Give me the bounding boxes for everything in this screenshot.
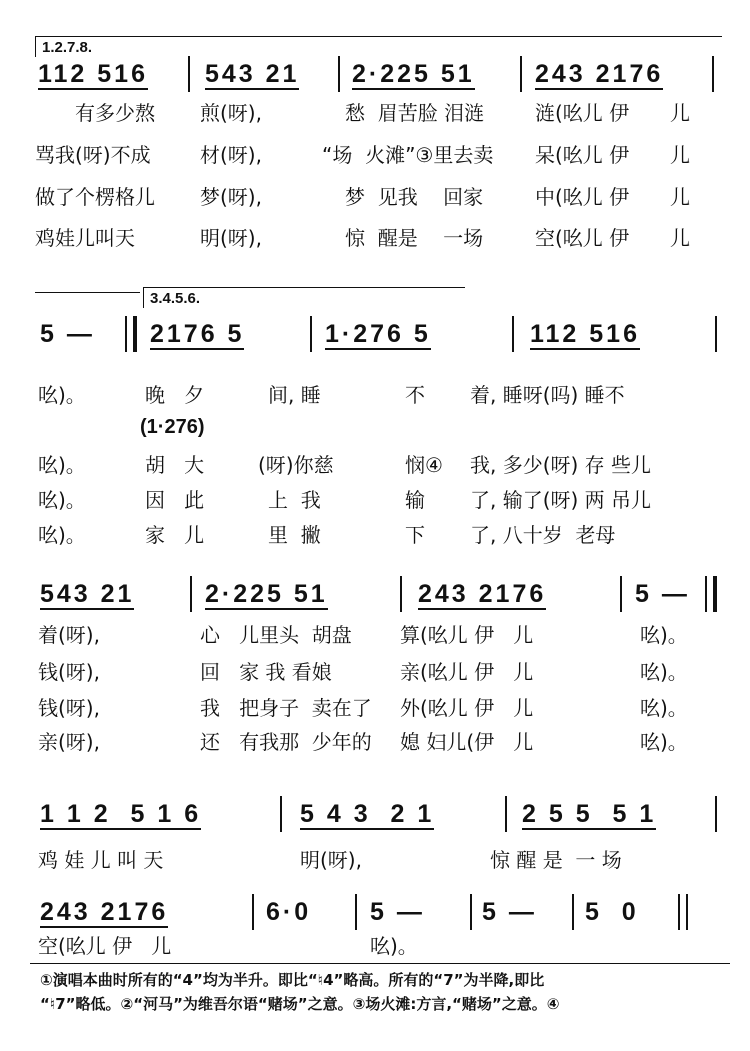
barline [620,576,622,612]
lyric: 吆)。 [640,623,688,647]
measure: 243 2176 [40,898,169,926]
repeat-barline [125,316,137,352]
barline [190,576,192,612]
measure: 5 4 3 2 1 [300,800,435,828]
measure: 5 — [40,320,95,348]
measure: 5 — [482,898,537,926]
lyric: 鸡娃儿叫天 [35,226,135,250]
first-ending-bracket: 1.2.7.8. [35,36,722,57]
measure: 2·225 51 [352,60,475,88]
lyric: 吆)。 [640,696,688,720]
lyric: 胡 大 [145,453,205,477]
measure: 1·276 5 [325,320,431,348]
lyric: 亲(呀), [38,730,100,754]
lyric: 晚 夕 [145,383,205,407]
footnote-divider [30,963,730,964]
lyric: 吆)。 [640,730,688,754]
repeat-barline [705,576,717,612]
lyric: 心 儿里头 胡盘 [200,623,352,647]
measure: 2·225 51 [205,580,328,608]
lyric: 不 [405,383,425,407]
lyric: 明(呀), [300,848,362,872]
lyric: 间, 睡 [268,383,321,407]
barline [512,316,514,352]
lyric: 下 [405,523,425,547]
lyric: 呆(吆儿 伊 [535,143,630,167]
barline [188,56,190,92]
footnotes [40,968,720,1016]
barline [310,316,312,352]
lyric: 儿 [670,143,690,167]
lyric: 回 家 我 看娘 [200,660,332,684]
barline [572,894,574,930]
lyric: 亲(吆儿 伊 儿 [400,660,534,684]
lyric: 吆)。 [640,660,688,684]
lyric: 空(吆儿 伊 [535,226,630,250]
lyric: 煎(呀), [200,101,262,125]
barline [400,576,402,612]
measure: 543 21 [40,580,135,608]
lyric: 算(吆儿 伊 儿 [400,623,534,647]
lyric: “场 火滩”③里去卖 [322,143,494,167]
lyric: 悯④ [405,453,443,477]
volta-continuation-line [35,292,140,293]
measure: 5 — [370,898,425,926]
barline [470,894,472,930]
lyric: 还 有我那 少年的 [200,730,372,754]
lyric: 愁 眉苦脸 泪涟 [345,101,485,125]
lyric: 鸡 娃 儿 叫 天 [38,848,164,872]
measure: 112 516 [38,60,148,88]
measure: 2176 5 [150,320,245,348]
barline [338,56,340,92]
lyric: 儿 [670,226,690,250]
lyric: 钱(呀), [38,660,100,684]
barline [715,316,717,352]
lyric: 上 我 [268,488,321,512]
lyric: 梦(呀), [200,185,262,209]
lyric: 做了个楞格儿 [35,185,155,209]
lyric: 儿 [670,101,690,125]
barline [712,56,714,92]
lyric: 外(吆儿 伊 儿 [400,696,534,720]
barline [505,796,507,832]
lyric: 涟(吆儿 伊 [535,101,630,125]
lyric: 钱(呀), [38,696,100,720]
measure: 243 2176 [418,580,547,608]
measure: 2 5 5 5 1 [522,800,657,828]
footnote-line: ①演唱本曲时所有的“4”均为半升。即比“♮4”略高。所有的“7”为半降,即比 [40,971,545,989]
lyric: 着, 睡呀(吗) 睡不 [470,383,625,407]
lyric: 有多少熬 [75,101,155,125]
second-ending-bracket: 3.4.5.6. [143,287,465,308]
lyric: 梦 见我 回家 [345,185,484,209]
measure: 543 21 [205,60,300,88]
barline [280,796,282,832]
footnote-line: “♮7”略低。②“河马”为维吾尔语“赌场”之意。③场火滩:方言,“赌场”之意。④ [40,995,560,1013]
lyric: 吆)。 [38,523,86,547]
lyric: 因 此 [145,488,205,512]
lyric: 吆)。 [38,383,86,407]
lyric: 里 撇 [268,523,321,547]
lyric: 空(吆儿 伊 儿 [38,934,172,958]
lyric: 吆)。 [38,453,86,477]
barline [252,894,254,930]
lyric: 了, 输了(呀) 两 吊儿 [470,488,652,512]
alternate-notes: (1·276) [140,416,205,438]
lyric: 家 儿 [145,523,205,547]
lyric: 我, 多少(呀) 存 些儿 [470,453,652,477]
lyric: 中(吆儿 伊 [535,185,630,209]
lyric: 媳 妇儿(伊 儿 [400,730,534,754]
measure: 5 — [635,580,690,608]
lyric: 骂我(呀)不成 [35,143,151,167]
lyric: 吆)。 [370,934,418,958]
lyric: 我 把身子 卖在了 [200,696,372,720]
lyric: 着(呀), [38,623,100,647]
lyric: 材(呀), [200,143,262,167]
lyric: 儿 [670,185,690,209]
measure: 112 516 [530,320,640,348]
measure: 243 2176 [535,60,664,88]
lyric: 吆)。 [38,488,86,512]
lyric: 惊 醒是 一场 [345,226,484,250]
lyric: 明(呀), [200,226,262,250]
measure: 6·0 [266,898,312,926]
measure: 1 1 2 5 1 6 [40,800,202,828]
barline [715,796,717,832]
lyric: 惊 醒 是 一 场 [490,848,622,872]
lyric: 输 [405,488,425,512]
lyric: 了, 八十岁 老母 [470,523,616,547]
measure: 5 0 [585,898,639,926]
final-barline [678,894,688,930]
lyric: (呀)你慈 [258,453,334,477]
barline [520,56,522,92]
barline [355,894,357,930]
